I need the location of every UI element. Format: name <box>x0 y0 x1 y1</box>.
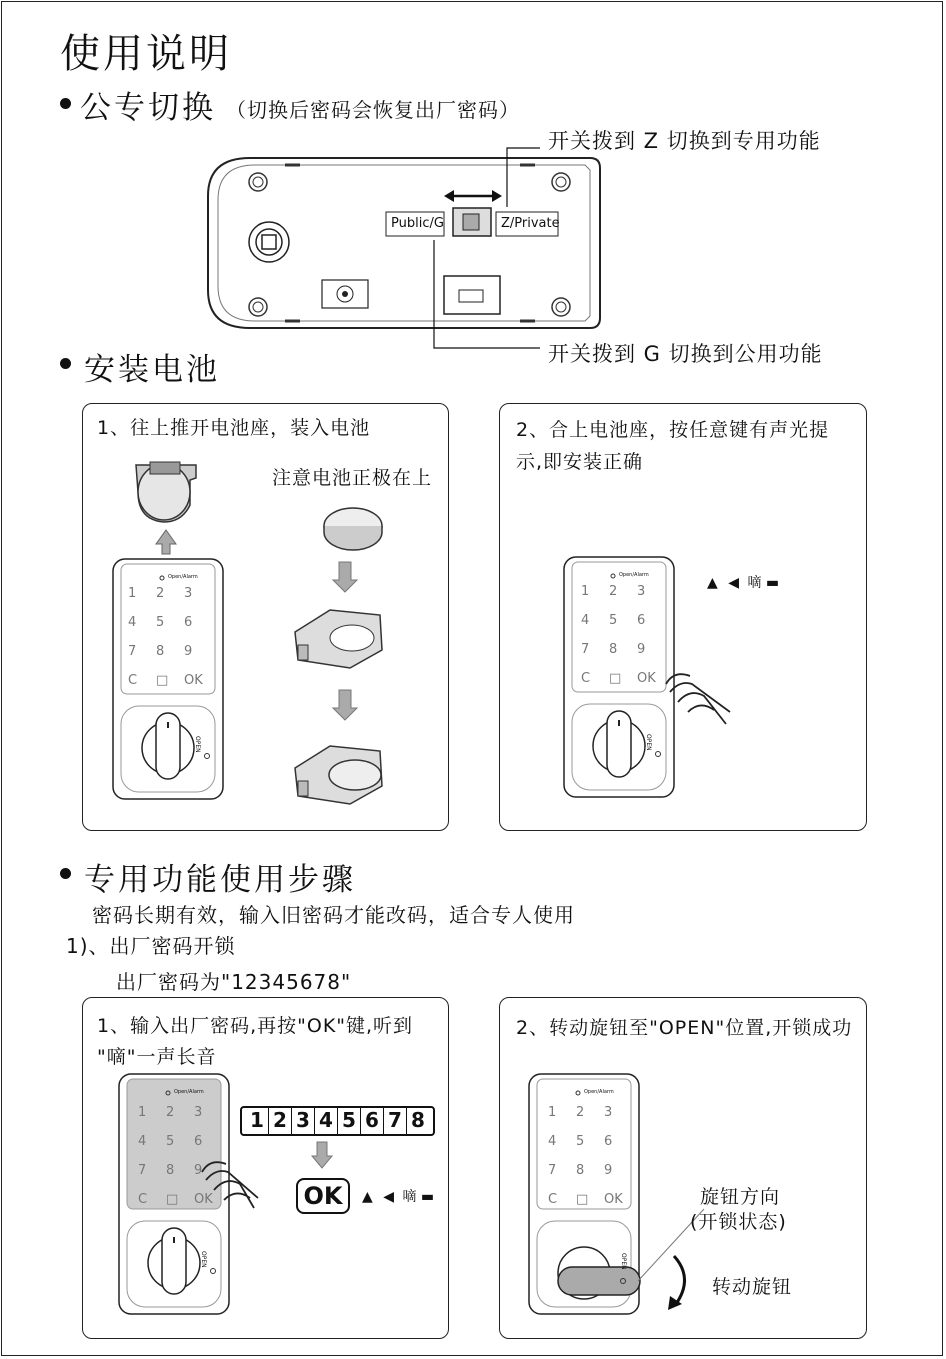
label-public: Public/G <box>391 216 444 231</box>
digit: 3 <box>292 1108 315 1134</box>
key-5[interactable]: 5 <box>156 615 165 630</box>
keypad-lock-2 <box>563 556 675 798</box>
key-c[interactable]: C <box>128 673 138 688</box>
key-ok[interactable]: OK <box>637 671 656 686</box>
key-1[interactable]: 1 <box>581 584 590 599</box>
key-1[interactable]: 1 <box>128 586 137 601</box>
key-6[interactable]: 6 <box>604 1134 613 1149</box>
key-c[interactable]: C <box>548 1192 558 1207</box>
key-9[interactable]: 9 <box>194 1163 203 1178</box>
key-4[interactable]: 4 <box>548 1134 557 1149</box>
key-8[interactable]: 8 <box>576 1163 585 1178</box>
page-title: 使用说明 <box>60 31 232 77</box>
panel3-text-line2: "嘀"一声长音 <box>97 1046 217 1068</box>
beep-text: 嘀 <box>402 1189 417 1205</box>
key-2[interactable]: 2 <box>609 584 618 599</box>
key-ok[interactable]: OK <box>184 673 203 688</box>
code-display <box>240 1106 435 1136</box>
bullet-dot <box>60 868 71 879</box>
beep-text: 嘀 <box>747 575 762 591</box>
keypad-lock-1 <box>112 558 224 800</box>
beep-indicator <box>707 572 779 592</box>
speaker-icon: ◀ <box>383 1189 395 1205</box>
key-5[interactable]: 5 <box>609 613 618 628</box>
knob-dir-line1: 旋钮方向 <box>700 1186 781 1208</box>
keypad-brand: Open/Alarm <box>174 1089 204 1095</box>
key-8[interactable]: 8 <box>609 642 618 657</box>
key-square[interactable]: □ <box>166 1192 179 1207</box>
light-icon: ▲ <box>707 575 718 591</box>
digit: 6 <box>361 1108 384 1134</box>
key-6[interactable]: 6 <box>637 613 646 628</box>
turn-knob-label: 转动旋钮 <box>712 1276 793 1298</box>
switch-note: （切换后密码会恢复出厂密码） <box>226 98 520 122</box>
key-2[interactable]: 2 <box>156 586 165 601</box>
key-3[interactable]: 3 <box>194 1105 203 1120</box>
key-c[interactable]: C <box>138 1192 148 1207</box>
digit: 7 <box>384 1108 407 1134</box>
key-7[interactable]: 7 <box>548 1163 557 1178</box>
key-6[interactable]: 6 <box>184 615 193 630</box>
key-9[interactable]: 9 <box>604 1163 613 1178</box>
digit: 5 <box>338 1108 361 1134</box>
key-square[interactable]: □ <box>156 673 169 688</box>
key-8[interactable]: 8 <box>156 644 165 659</box>
keypad-brand: Open/Alarm <box>168 574 198 580</box>
beep-bar: ▬ <box>765 575 780 591</box>
open-label: OPEN <box>645 734 652 751</box>
digit: 2 <box>269 1108 292 1134</box>
key-ok[interactable]: OK <box>604 1192 623 1207</box>
hand-press-icon <box>660 662 740 732</box>
key-7[interactable]: 7 <box>581 642 590 657</box>
key-c[interactable]: C <box>581 671 591 686</box>
rotate-arrow-icon <box>664 1254 694 1314</box>
section-heading-switch: 公专切换 <box>80 90 216 126</box>
panel2-text-line1: 2、合上电池座，按任意键有声光提 <box>516 419 830 441</box>
key-ok[interactable]: OK <box>194 1192 213 1207</box>
key-4[interactable]: 4 <box>128 615 137 630</box>
callout-z: 开关拨到 Z 切换到专用功能 <box>548 129 821 153</box>
panel3-text-line1: 1、输入出厂密码,再按"OK"键,听到 <box>97 1015 414 1037</box>
hand-press-icon <box>196 1150 266 1220</box>
key-3[interactable]: 3 <box>604 1105 613 1120</box>
speaker-icon: ◀ <box>728 575 740 591</box>
open-label: OPEN <box>620 1253 627 1270</box>
step-title: 1)、出厂密码开锁 <box>66 934 236 958</box>
key-1[interactable]: 1 <box>548 1105 557 1120</box>
panel4-text: 2、转动旋钮至"OPEN"位置,开锁成功 <box>516 1017 853 1039</box>
key-9[interactable]: 9 <box>184 644 193 659</box>
factory-code: 出厂密码为"12345678" <box>116 970 352 994</box>
key-7[interactable]: 7 <box>128 644 137 659</box>
key-8[interactable]: 8 <box>166 1163 175 1178</box>
label-private: Z/Private <box>501 216 560 231</box>
section-heading-private: 专用功能使用步骤 <box>84 862 356 898</box>
beep-indicator <box>362 1186 434 1206</box>
keypad-brand: Open/Alarm <box>619 572 649 578</box>
section-heading-battery: 安装电池 <box>84 352 220 388</box>
key-square[interactable]: □ <box>609 671 622 686</box>
key-9[interactable]: 9 <box>637 642 646 657</box>
digit: 4 <box>315 1108 338 1134</box>
key-1[interactable]: 1 <box>138 1105 147 1120</box>
key-3[interactable]: 3 <box>184 586 193 601</box>
down-arrow-icon <box>312 1142 332 1170</box>
knob-dir-line2: (开锁状态) <box>690 1211 787 1233</box>
panel1-text: 1、往上推开电池座，装入电池 <box>97 417 371 439</box>
key-2[interactable]: 2 <box>166 1105 175 1120</box>
keypad-lock-4 <box>528 1073 640 1315</box>
key-5[interactable]: 5 <box>576 1134 585 1149</box>
open-label: OPEN <box>200 1251 207 1268</box>
key-6[interactable]: 6 <box>194 1134 203 1149</box>
digit: 1 <box>246 1108 269 1134</box>
key-5[interactable]: 5 <box>166 1134 175 1149</box>
private-desc: 密码长期有效，输入旧密码才能改码，适合专人使用 <box>92 903 575 927</box>
ok-key[interactable]: OK <box>296 1178 350 1214</box>
battery-note: 注意电池正极在上 <box>272 467 433 489</box>
key-3[interactable]: 3 <box>637 584 646 599</box>
digit: 8 <box>411 1108 425 1132</box>
beep-bar: ▬ <box>420 1189 435 1205</box>
key-7[interactable]: 7 <box>138 1163 147 1178</box>
open-label: OPEN <box>194 736 201 753</box>
callout-g: 开关拨到 G 切换到公用功能 <box>548 342 823 366</box>
keypad-brand: Open/Alarm <box>584 1089 614 1095</box>
key-2[interactable]: 2 <box>576 1105 585 1120</box>
panel2-text-line2: 示,即安装正确 <box>516 451 644 473</box>
key-4[interactable]: 4 <box>138 1134 147 1149</box>
key-square[interactable]: □ <box>576 1192 589 1207</box>
key-4[interactable]: 4 <box>581 613 590 628</box>
light-icon: ▲ <box>362 1189 373 1205</box>
